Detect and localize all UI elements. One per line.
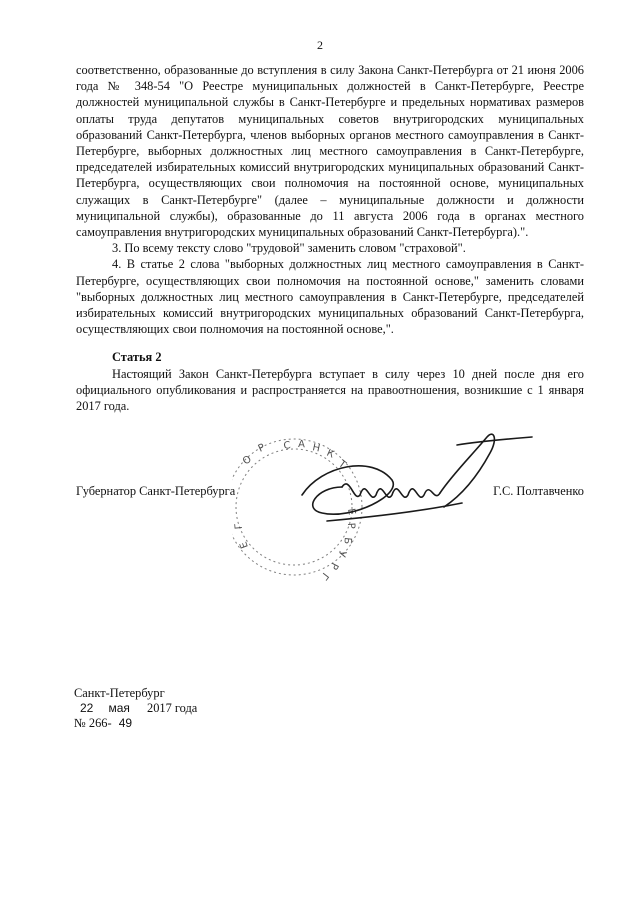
paragraph-article-2: Настоящий Закон Санкт-Петербурга вступает в силу через 10 дней после дня его официального опубликования и распространяется на правоотношения, возникшие с 1 января 2017 года. xyxy=(76,366,584,414)
svg-text:Р: Р xyxy=(327,560,341,572)
number-suffix: 49 xyxy=(118,716,133,730)
document-body xyxy=(76,62,584,414)
paragraph-item-3: 3. По всему тексту слово "трудовой" заменить словом "страховой". xyxy=(112,241,466,256)
svg-text:Г: Г xyxy=(317,570,331,582)
footer-number xyxy=(74,716,197,731)
svg-text:Н: Н xyxy=(311,442,322,455)
document-footer xyxy=(74,686,197,731)
page-number: 2 xyxy=(317,38,323,52)
date-month: мая xyxy=(108,701,130,715)
svg-text:А: А xyxy=(297,439,306,451)
governor-name: Г.С. Полтавченко xyxy=(493,484,584,498)
svg-text:Т: Т xyxy=(336,458,348,472)
footer-city: Санкт-Петербург xyxy=(74,686,165,700)
paragraph-continuation: соответственно, образованные до вступления в силу Закона Санкт-Петербурга от 21 июня 2006 года № 348-54 "О Реестре муниципальных должностей в Санкт-Петербурге, Реестре должностей муниципальной службы в Санкт-Петербурге и предельных нормативах размеров оплаты труда депутатов муниципальных советов внутригородских муниципальных образований Санкт-Петербурга, членов выборных органов местного самоуправления в Санкт-Петербурге, выборных должностных лиц местного самоуправления в Санкт-Петербурге, председателей избирательных комиссий внутригородских муниципальных образований Санкт-Петербурга, осуществляющих свои полномочия на постоянной основе, муниципальных служащих в Санкт-Петербурге" (далее – муниципальные должности и должности муниципальной службы), образованные до 11 августа 2006 года в органах местного самоуправления внутригородских муниципальных образований Санкт-Петербурга).". xyxy=(76,63,584,240)
signature-mark xyxy=(302,434,532,521)
date-year: 2017 года xyxy=(147,701,198,715)
date-day: 22 xyxy=(80,701,94,715)
governor-title: Губернатор Санкт-Петербурга xyxy=(76,484,236,498)
svg-text:Г: Г xyxy=(233,522,245,530)
seal-and-signature xyxy=(232,425,542,585)
svg-text:О: О xyxy=(240,453,254,468)
svg-text:Е: Е xyxy=(238,540,251,550)
svg-text:Р: Р xyxy=(345,522,357,530)
svg-text:Е: Е xyxy=(345,507,357,516)
svg-text:Р: Р xyxy=(256,442,267,455)
svg-text:У: У xyxy=(335,549,348,559)
svg-text:К: К xyxy=(324,447,336,461)
number-prefix: № 266- xyxy=(74,716,112,730)
footer-date xyxy=(74,701,197,716)
paragraph-item-4: 4. В статье 2 слова "выборных должностных лиц местного самоуправления в Санкт-Петербурге, осуществляющих свои полномочия на постоянной основе," заменить словами "выборных должностных лиц местного самоуправления в Санкт-Петербурге, председателей избирательных комиссий внутригородских муниципальных образований Санкт-Петербурга, осуществляющих свои полномочия на постоянной основе,". xyxy=(76,257,584,337)
svg-text:Б: Б xyxy=(341,536,353,545)
svg-text:С: С xyxy=(282,440,292,452)
article-heading: Статья 2 xyxy=(112,350,162,365)
